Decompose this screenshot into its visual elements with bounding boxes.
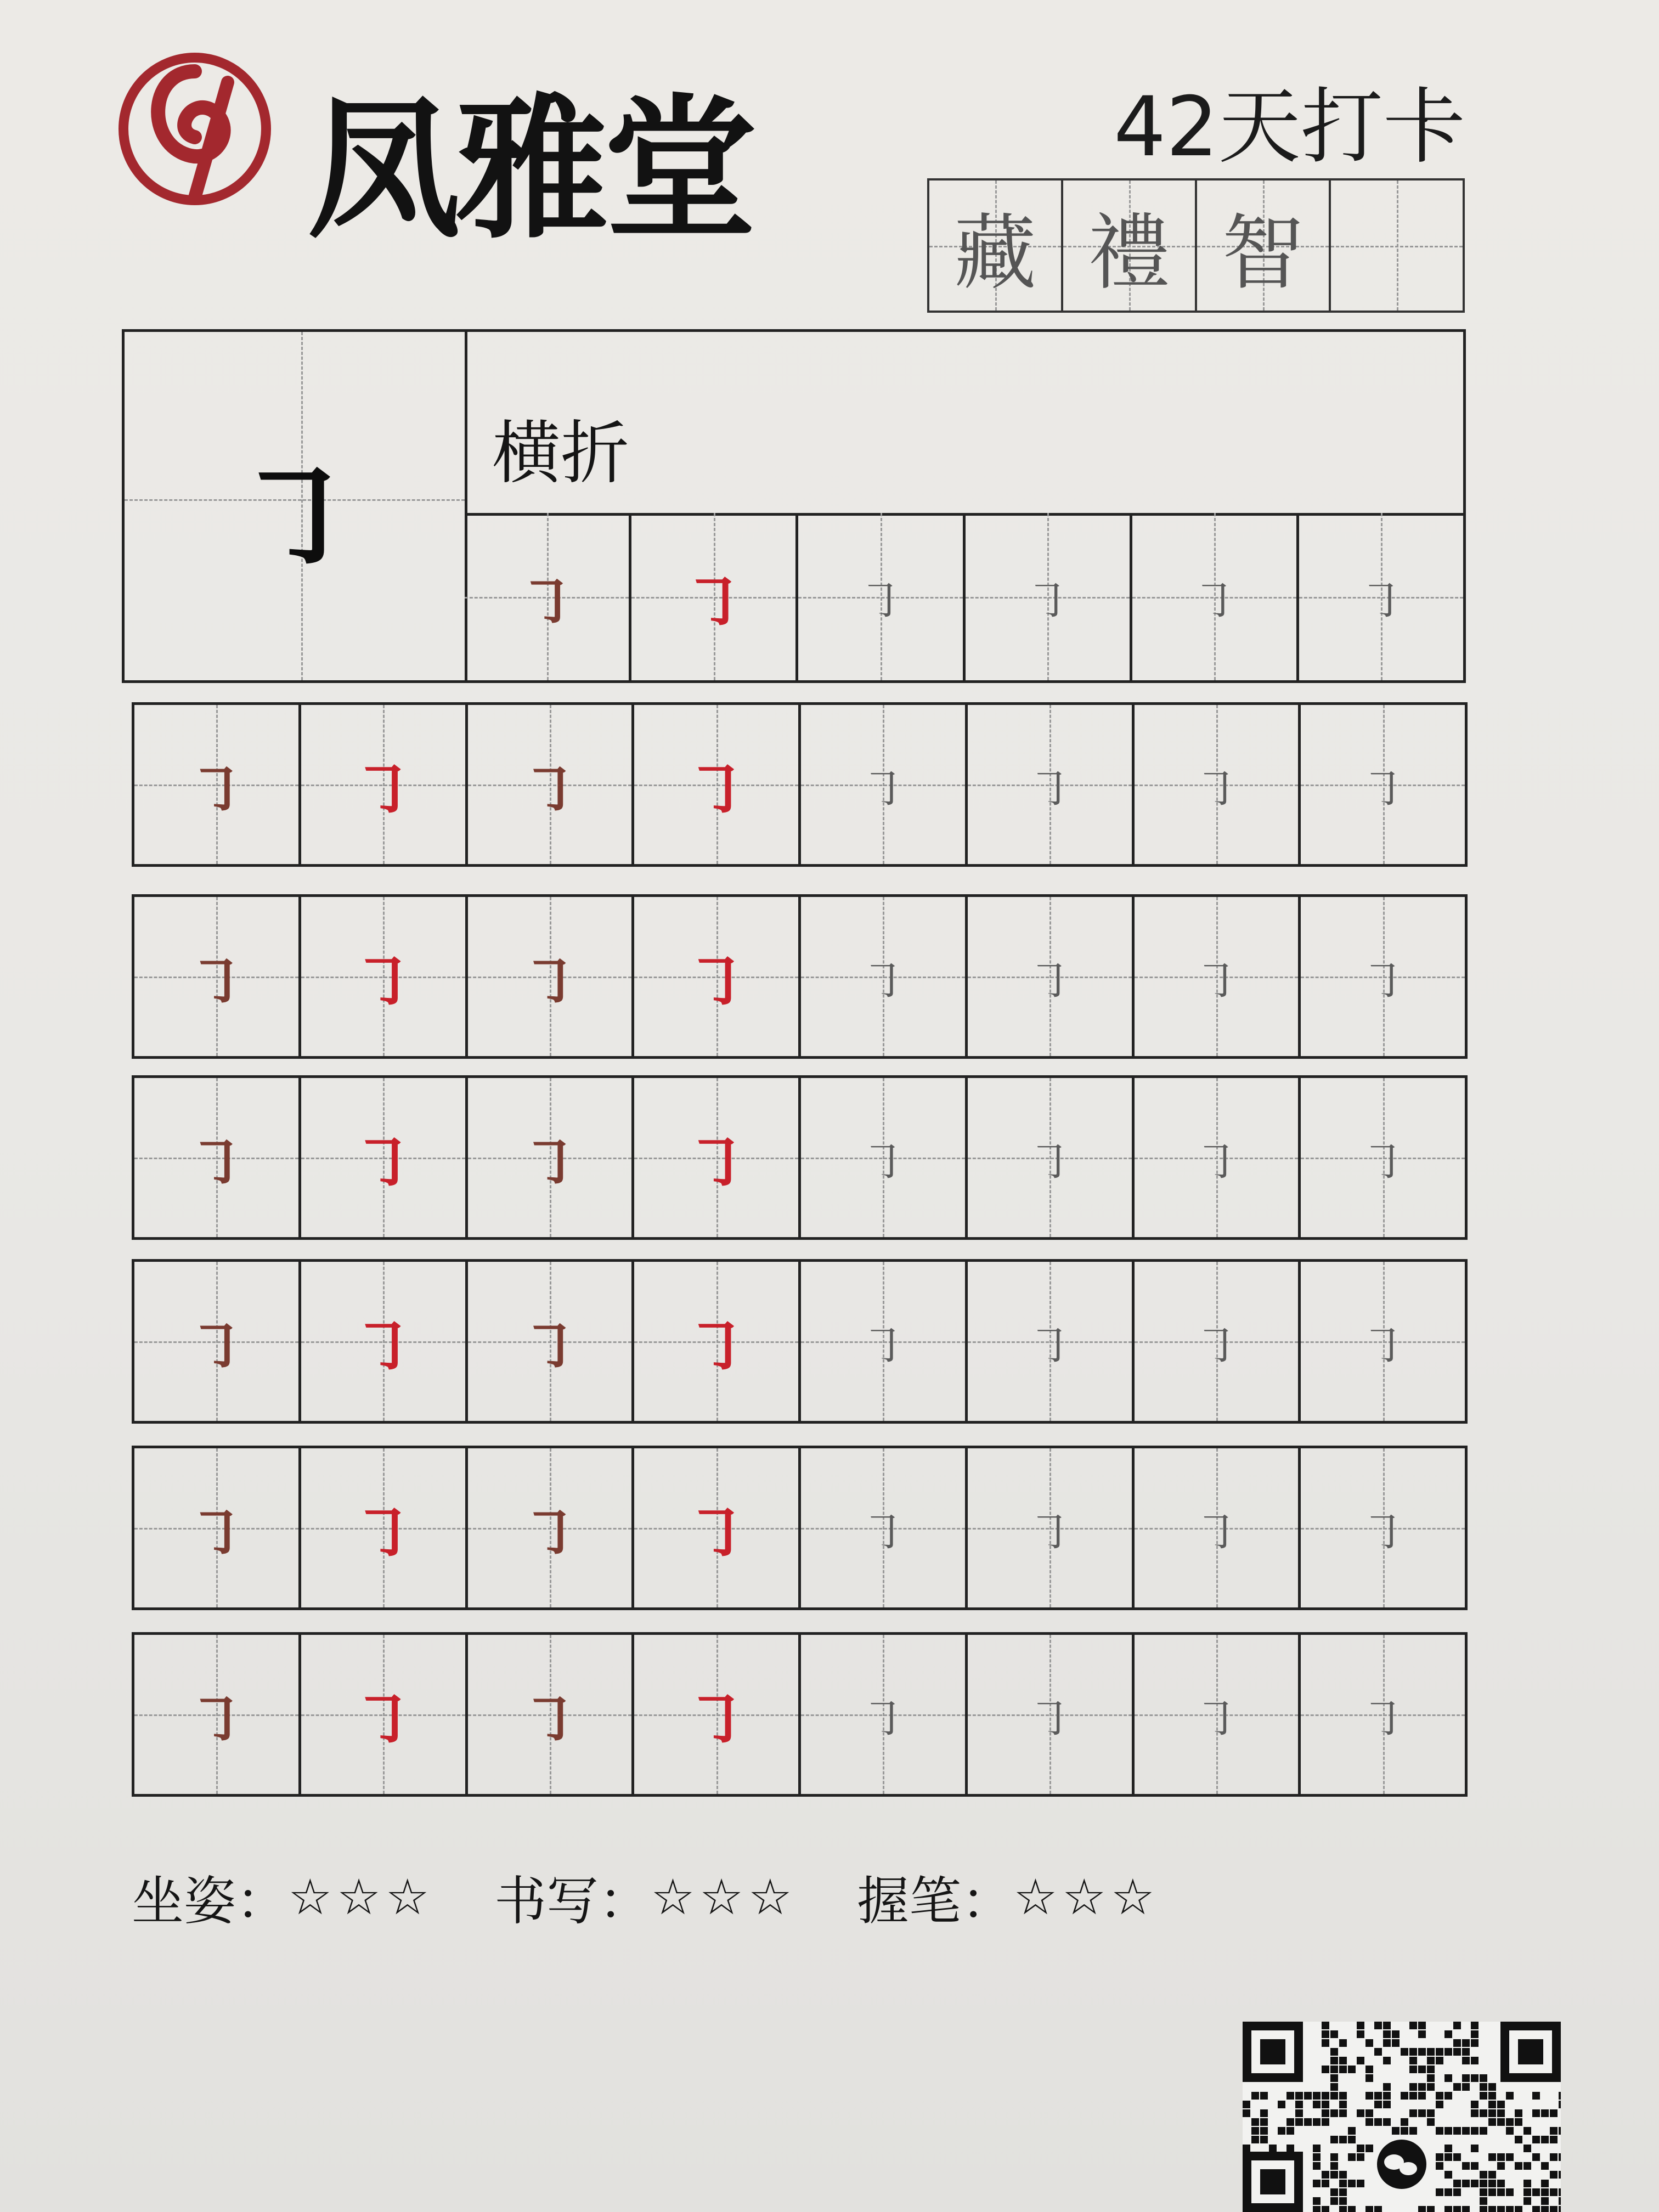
handwritten-stroke: ㇆: [522, 1130, 577, 1194]
handwritten-stroke: ㇆: [1028, 1319, 1072, 1371]
handwritten-stroke: ㇆: [1192, 575, 1237, 626]
grid-cell: [1135, 1635, 1301, 1794]
handwritten-stroke: ㇆: [861, 955, 905, 1006]
wechat-qr-icon: [1243, 2022, 1561, 2212]
handwritten-stroke: ㇆: [861, 1136, 905, 1187]
handwritten-stroke: ㇆: [522, 1500, 577, 1565]
grid-cell: [1301, 705, 1465, 864]
grid-cell: [634, 1078, 801, 1237]
grid-cell: [301, 1448, 468, 1607]
handwritten-stroke: ㇆: [353, 1311, 414, 1381]
grid-cell: [1132, 513, 1299, 680]
reference-cell: [1331, 180, 1463, 311]
grid-cell: [134, 897, 301, 1056]
model-char: ㇆: [234, 444, 355, 587]
grid-cell: [1301, 1635, 1465, 1794]
handwritten-stroke: ㇆: [1361, 1319, 1405, 1371]
practice-row: [132, 894, 1468, 1059]
grid-cell: [634, 1262, 801, 1421]
rating-writing: [494, 1860, 797, 1934]
handwritten-stroke: ㇆: [1028, 1692, 1072, 1744]
handwritten-stroke: ㇆: [1359, 575, 1403, 626]
handwritten-stroke: ㇆: [686, 1311, 747, 1381]
star-rating[interactable]: ☆☆☆: [288, 1868, 435, 1926]
lesson-block: [122, 329, 1466, 683]
grid-cell: [801, 1262, 968, 1421]
grid-cell: [801, 705, 968, 864]
handwritten-stroke: ㇆: [522, 1686, 577, 1751]
handwritten-stroke: ㇆: [522, 949, 577, 1013]
model-char-cell: [125, 332, 467, 680]
grid-cell: [301, 897, 468, 1056]
grid-cell: [468, 705, 635, 864]
reference-char: 藏: [953, 205, 1036, 301]
handwritten-stroke: ㇆: [861, 1319, 905, 1371]
handwritten-stroke: ㇆: [1028, 955, 1072, 1006]
handwritten-stroke: ㇆: [686, 1127, 747, 1198]
practice-row: [132, 1075, 1468, 1240]
reference-char: 禮: [1087, 205, 1170, 301]
handwritten-stroke: ㇆: [861, 1506, 905, 1558]
reference-cell: [929, 180, 1063, 311]
grid-cell: [968, 1448, 1135, 1607]
handwritten-stroke: ㇆: [519, 568, 574, 634]
grid-cell: [1299, 513, 1463, 680]
reference-cell: [1197, 180, 1331, 311]
handwritten-stroke: ㇆: [1194, 1136, 1238, 1187]
grid-cell: [301, 1635, 468, 1794]
grid-cell: [134, 1078, 301, 1237]
grid-cell: [968, 897, 1135, 1056]
grid-cell: [801, 1448, 968, 1607]
handwritten-stroke: ㇆: [353, 1684, 414, 1754]
reference-cell: [1063, 180, 1197, 311]
star-rating[interactable]: ☆☆☆: [1013, 1868, 1160, 1926]
practice-row: [132, 1632, 1468, 1797]
practice-row: [132, 1446, 1468, 1610]
grid-cell: [1135, 705, 1301, 864]
handwritten-stroke: ㇆: [686, 946, 747, 1017]
spiral-logo-icon: [112, 38, 277, 219]
grid-cell: [968, 705, 1135, 864]
star-rating[interactable]: ☆☆☆: [651, 1868, 797, 1926]
grid-cell: [801, 1078, 968, 1237]
rating-label: 握笔：: [857, 1871, 1014, 1932]
stroke-name: 横折: [492, 414, 629, 493]
handwritten-stroke: ㇆: [1361, 1136, 1405, 1187]
handwritten-stroke: ㇆: [1028, 1506, 1072, 1558]
handwritten-stroke: ㇆: [1194, 1319, 1238, 1371]
grid-cell: [966, 513, 1132, 680]
handwritten-stroke: ㇆: [353, 1127, 414, 1198]
handwritten-stroke: ㇆: [353, 1497, 414, 1568]
grid-cell: [301, 1078, 468, 1237]
handwritten-stroke: ㇆: [1361, 1506, 1405, 1558]
grid-cell: [631, 513, 798, 680]
grid-cell: [468, 1262, 635, 1421]
handwritten-stroke: ㇆: [189, 1686, 244, 1751]
checkin-label: 42天打卡: [1114, 80, 1465, 175]
rating-label: 书写：: [494, 1871, 651, 1932]
grid-cell: [134, 1635, 301, 1794]
handwritten-stroke: ㇆: [686, 1684, 747, 1754]
handwritten-stroke: ㇆: [1194, 763, 1238, 814]
grid-cell: [1301, 1078, 1465, 1237]
grid-cell: [801, 897, 968, 1056]
handwritten-stroke: ㇆: [858, 575, 902, 626]
handwritten-stroke: ㇆: [1028, 763, 1072, 814]
grid-cell: [798, 513, 965, 680]
handwritten-stroke: ㇆: [189, 1313, 244, 1378]
grid-cell: [968, 1078, 1135, 1237]
grid-cell: [1135, 1448, 1301, 1607]
grid-cell: [1301, 1448, 1465, 1607]
handwritten-stroke: ㇆: [686, 1497, 747, 1568]
handwritten-stroke: ㇆: [683, 566, 744, 637]
grid-cell: [134, 705, 301, 864]
handwritten-stroke: ㇆: [189, 1500, 244, 1565]
grid-cell: [968, 1262, 1135, 1421]
handwritten-stroke: ㇆: [522, 1313, 577, 1378]
grid-cell: [465, 513, 631, 680]
handwritten-stroke: ㇆: [189, 949, 244, 1013]
rating-bar: [132, 1860, 1159, 1934]
grid-cell: [468, 897, 635, 1056]
grid-cell: [1301, 897, 1465, 1056]
handwritten-stroke: ㇆: [353, 946, 414, 1017]
handwritten-stroke: ㇆: [861, 1692, 905, 1744]
handwritten-stroke: ㇆: [1194, 955, 1238, 1006]
handwritten-stroke: ㇆: [522, 757, 577, 821]
grid-cell: [634, 1448, 801, 1607]
handwritten-stroke: ㇆: [1194, 1506, 1238, 1558]
handwritten-stroke: ㇆: [1361, 1692, 1405, 1744]
grid-cell: [134, 1448, 301, 1607]
practice-row: [465, 513, 1463, 680]
handwritten-stroke: ㇆: [189, 757, 244, 821]
grid-cell: [468, 1078, 635, 1237]
grid-cell: [301, 705, 468, 864]
brand-title: 凤雅堂: [307, 79, 752, 259]
practice-row: [132, 1259, 1468, 1424]
grid-cell: [634, 1635, 801, 1794]
reference-char: 智: [1221, 205, 1304, 301]
handwritten-stroke: ㇆: [1028, 1136, 1072, 1187]
handwritten-stroke: ㇆: [1361, 763, 1405, 814]
grid-cell: [1135, 1078, 1301, 1237]
grid-cell: [1135, 1262, 1301, 1421]
handwritten-stroke: ㇆: [1194, 1692, 1238, 1744]
handwritten-stroke: ㇆: [189, 1130, 244, 1194]
grid-cell: [634, 897, 801, 1056]
handwritten-stroke: ㇆: [1361, 955, 1405, 1006]
grid-cell: [134, 1262, 301, 1421]
handwritten-stroke: ㇆: [686, 754, 747, 825]
grid-cell: [634, 705, 801, 864]
rating-posture: [132, 1860, 434, 1934]
grid-cell: [468, 1448, 635, 1607]
handwritten-stroke: ㇆: [1025, 575, 1070, 626]
practice-row: [132, 702, 1468, 867]
rating-grip: [857, 1860, 1159, 1934]
grid-cell: [301, 1262, 468, 1421]
grid-cell: [1135, 897, 1301, 1056]
reference-char-row: [927, 178, 1465, 313]
reference-char: [1331, 180, 1463, 311]
grid-cell: [1301, 1262, 1465, 1421]
rating-label: 坐姿：: [132, 1871, 289, 1932]
grid-cell: [968, 1635, 1135, 1794]
handwritten-stroke: ㇆: [861, 763, 905, 814]
grid-cell: [468, 1635, 635, 1794]
grid-cell: [801, 1635, 968, 1794]
handwritten-stroke: ㇆: [353, 754, 414, 825]
